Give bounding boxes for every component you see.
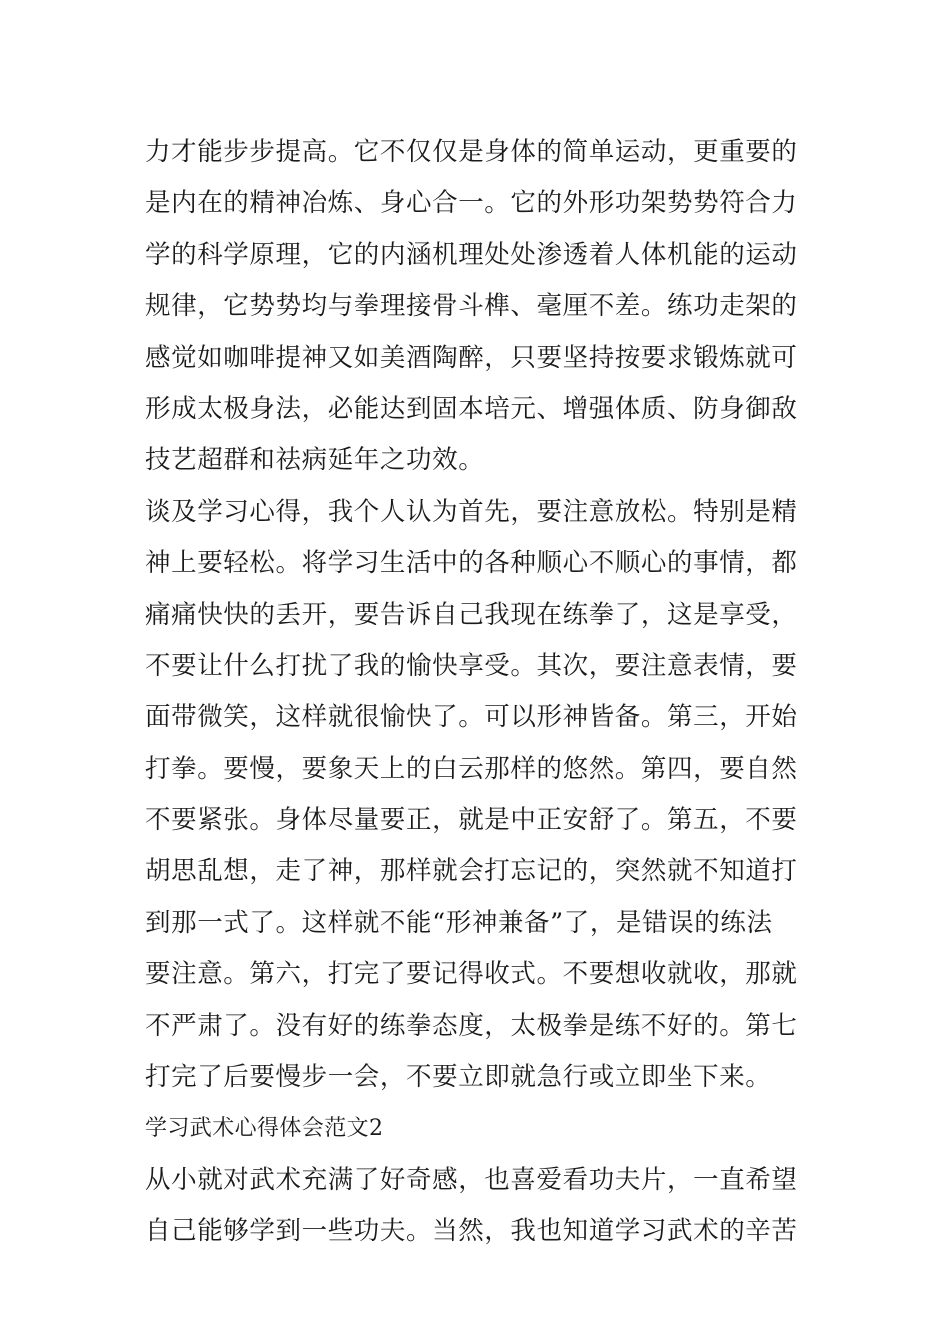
paragraph-line-21: 从小就对武术充满了好奇感，也喜爱看功夫片，一直希望 (145, 1164, 798, 1195)
document-body (145, 127, 810, 1258)
paragraph-line-16: 到那一式了。这样就不能“形神兼备”了，是错误的练法 (145, 907, 773, 938)
paragraph-line-18: 不严肃了。没有好的练拳态度，太极拳是练不好的。第七 (145, 1010, 798, 1041)
paragraph-line-17: 要注意。第六，打完了要记得收式。不要想收就收，那就 (145, 959, 798, 990)
paragraph-line-14: 不要紧张。身体尽量要正，就是中正安舒了。第五，不要 (145, 805, 798, 836)
paragraph-line-11: 不要让什么打扰了我的愉快享受。其次，要注意表情，要 (145, 650, 798, 681)
paragraph-line-1: 力才能步步提高。它不仅仅是身体的简单运动，更重要的 (145, 137, 798, 167)
paragraph-line-10: 痛痛快快的丢开，要告诉自己我现在练拳了，这是享受， (145, 599, 798, 630)
paragraph-line-5: 感觉如咖啡提神又如美酒陶醉，只要坚持按要求锻炼就可 (145, 342, 798, 373)
paragraph-line-7: 技艺超群和祛病延年之功效。 (145, 445, 485, 476)
paragraph-line-12: 面带微笑，这样就很愉快了。可以形神皆备。第三，开始 (145, 702, 798, 733)
paragraph-line-19: 打完了后要慢步一会，不要立即就急行或立即坐下来。 (145, 1062, 772, 1093)
paragraph-line-22: 自己能够学到一些功夫。当然，我也知道学习武术的辛苦 (145, 1216, 798, 1247)
paragraph-line-3: 学的科学原理，它的内涵机理处处渗透着人体机能的运动 (145, 239, 798, 270)
paragraph-line-8: 谈及学习心得，我个人认为首先，要注意放松。特别是精 (145, 496, 798, 527)
paragraph-line-13: 打拳。要慢，要象天上的白云那样的悠然。第四，要自然 (145, 753, 798, 784)
section-heading: 学习武术心得体会范文2 (145, 1116, 384, 1142)
paragraph-line-6: 形成太极身法，必能达到固本培元、增强体质、防身御敌 (145, 393, 798, 424)
paragraph-line-4: 规律，它势势均与拳理接骨斗榫、毫厘不差。练功走架的 (145, 291, 798, 322)
paragraph-line-2: 是内在的精神冶炼、身心合一。它的外形功架势势符合力 (145, 188, 798, 219)
paragraph-line-9: 神上要轻松。将学习生活中的各种顺心不顺心的事情，都 (145, 548, 798, 579)
paragraph-line-15: 胡思乱想，走了神，那样就会打忘记的，突然就不知道打 (145, 856, 798, 887)
